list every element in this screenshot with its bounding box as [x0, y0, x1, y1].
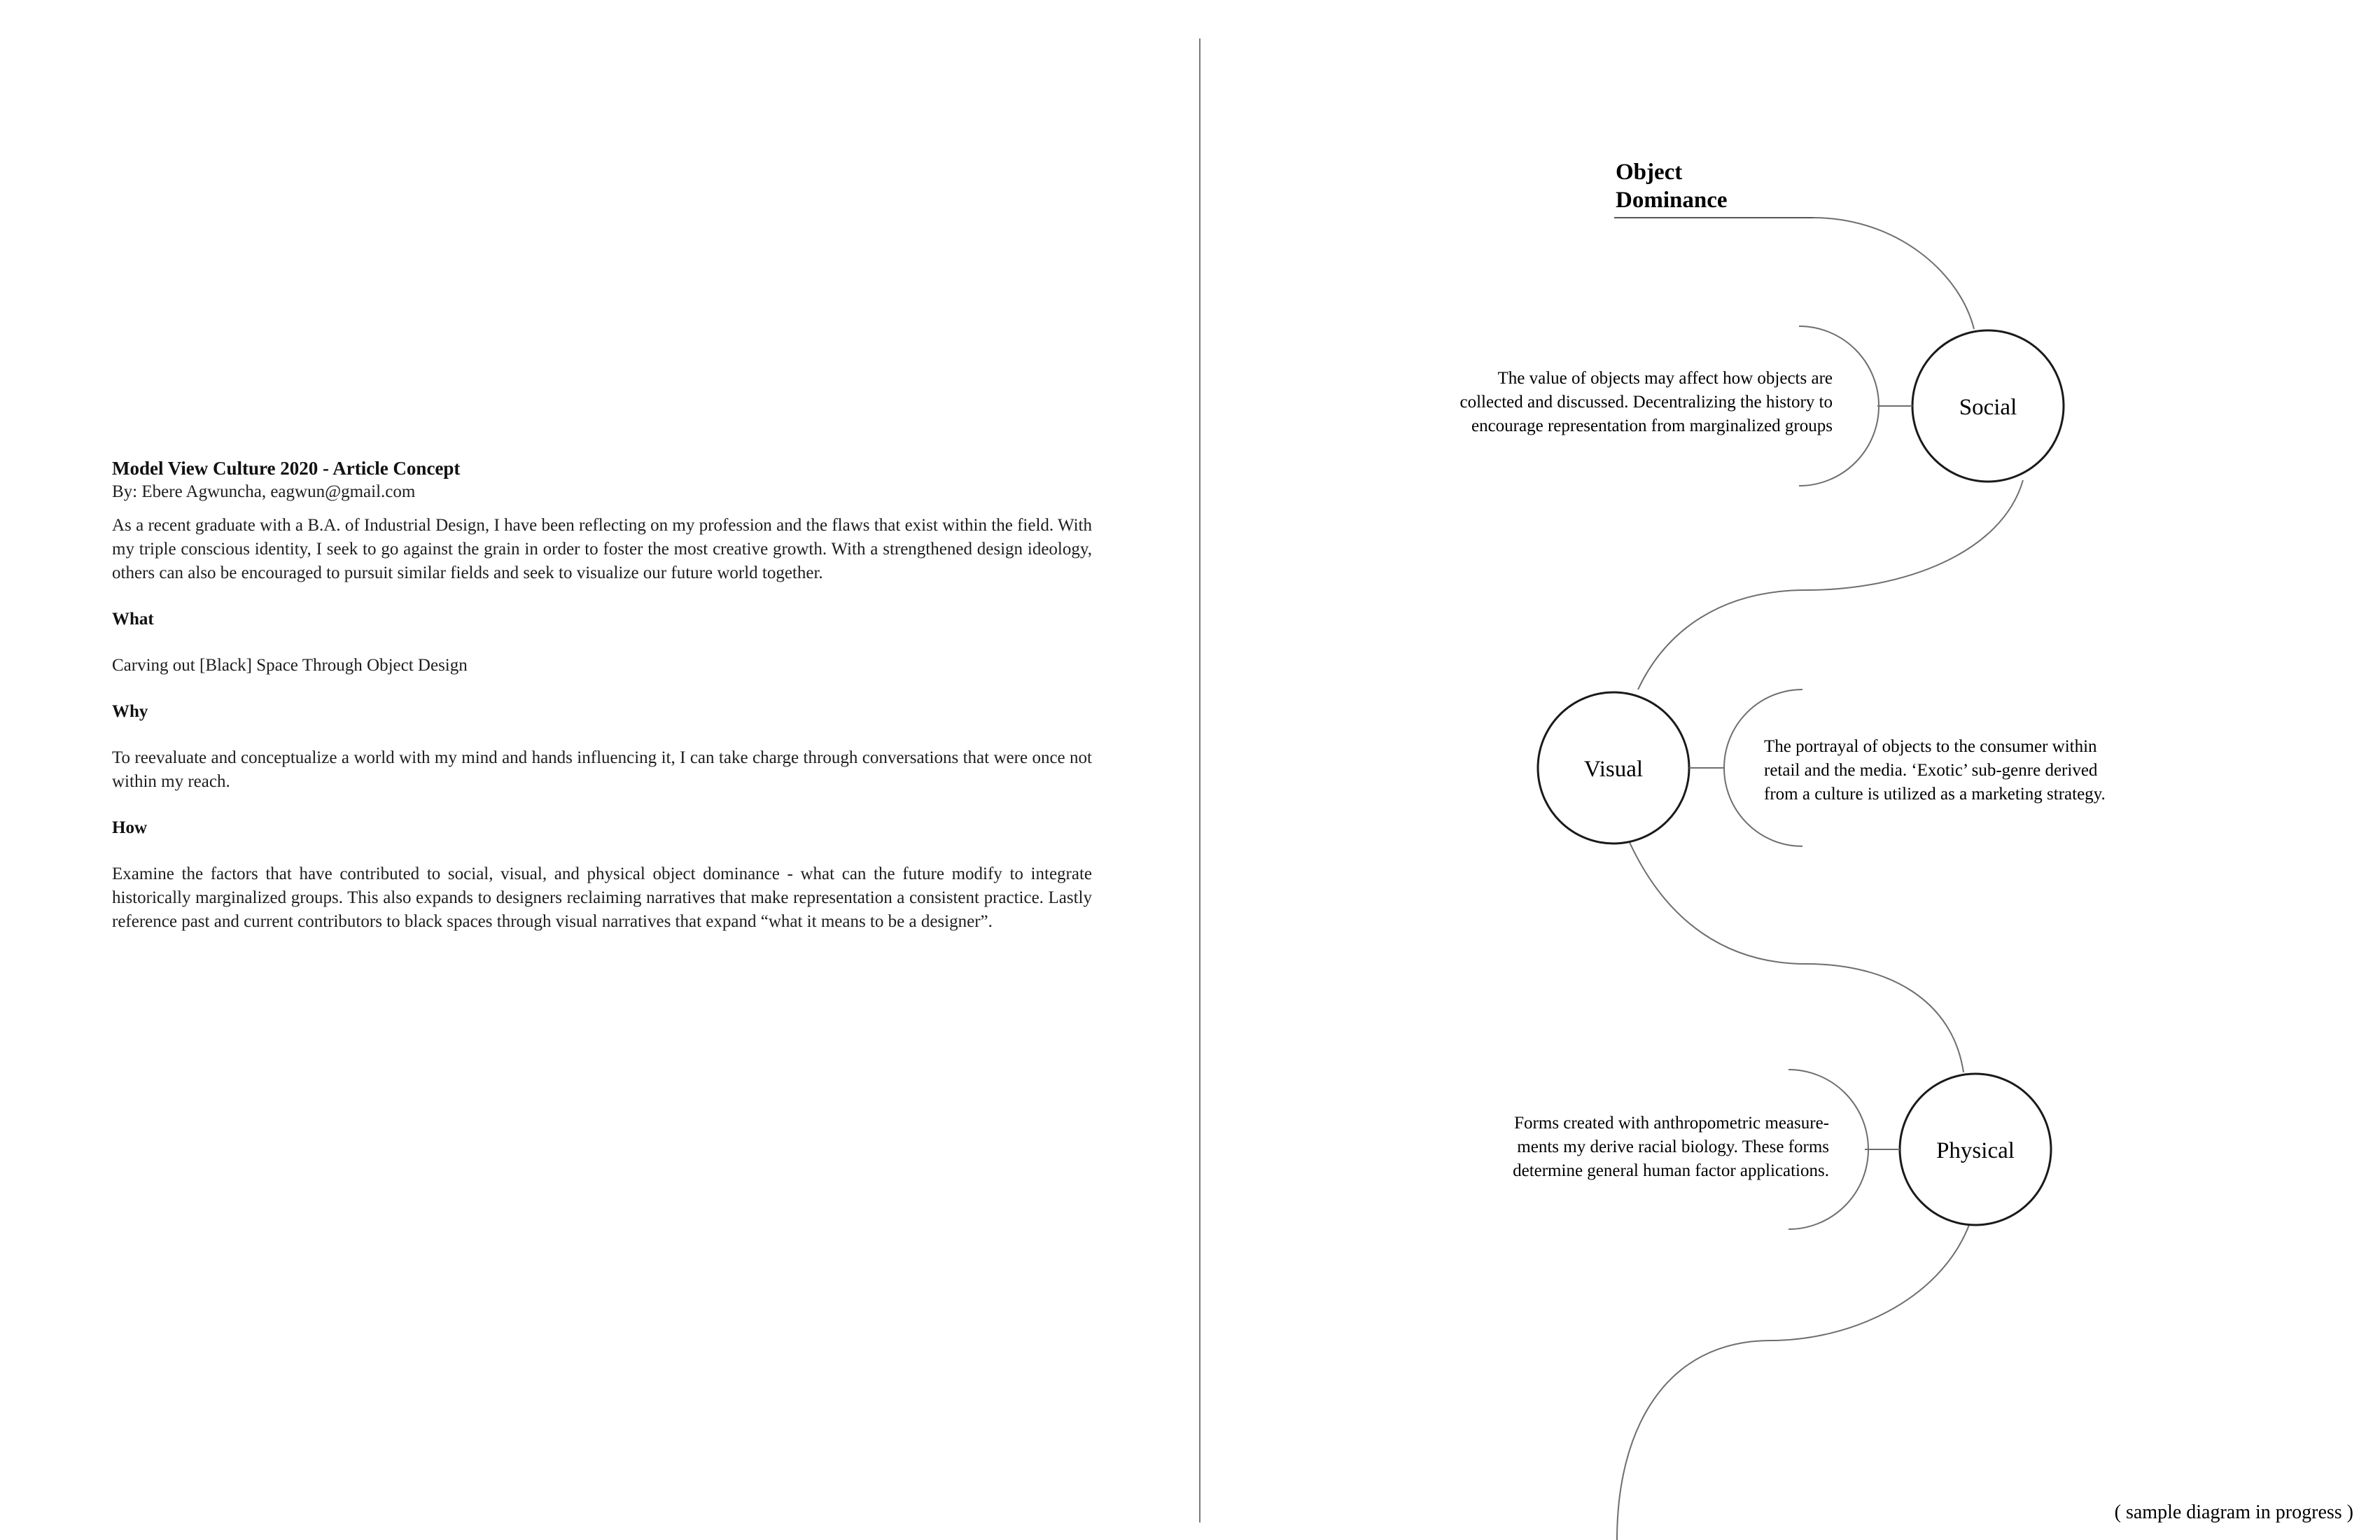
social-desc-line-3: encourage representation from marginalized groups: [1471, 416, 1833, 435]
social-desc-line-1: The value of objects may affect how objects are: [1497, 369, 1833, 388]
visual-node-label: Visual: [1583, 757, 1644, 782]
section-heading-why: Why: [112, 702, 148, 721]
article-title: Model View Culture 2020 - Article Concept: [112, 458, 461, 479]
flow-curve-social-visual: [1638, 480, 2023, 690]
section-text-what: Carving out [Black] Space Through Object Design: [112, 656, 468, 675]
social-node-label: Social: [1959, 395, 2017, 420]
flow-curve-bottom: [1617, 1225, 1969, 1540]
physical-desc-line-2: ments my derive racial biology. These forms: [1517, 1138, 1829, 1156]
section-text-why: To reevaluate and conceptualize a world with my mind and hands influencing it, I can take charge through conversations that were once not within my reach.: [112, 748, 1092, 791]
physical-desc-line-1: Forms created with anthropometric measure-: [1514, 1114, 1829, 1133]
diagram-footer-note: ( sample diagram in progress ): [2114, 1502, 2353, 1523]
physical-node-label: Physical: [1936, 1138, 2015, 1163]
visual-desc-line-3: from a culture is utilized as a marketing strategy.: [1764, 785, 2106, 804]
article-intro: As a recent graduate with a B.A. of Industrial Design, I have been reflecting on my profession and the flaws that exist within the field. With my triple conscious identity, I seek to go against the grain in order to foster the most creative growth. With a strengthened design ideology, others can also be encouraged to pursuit similar fields and seek to visualize our future world together.: [112, 516, 1092, 582]
section-text-how: Examine the factors that have contributed to social, visual, and physical object dominance - what can the future modify to integrate historically marginalized groups. This also expands to designers reclaiming narratives that make representation a consistent practice. Lastly reference past and current contributors to black spaces through visual narratives that expand “what it means to be a designer”.: [112, 864, 1092, 931]
article-byline: By: Ebere Agwuncha, eagwun@gmail.com: [112, 482, 416, 501]
diagram-title-line2: Dominance: [1616, 188, 1728, 213]
flow-curve-top: [1813, 218, 1974, 329]
section-heading-how: How: [112, 818, 147, 837]
visual-desc-line-1: The portrayal of objects to the consumer within: [1764, 737, 2097, 756]
diagram-title-line1: Object: [1616, 160, 1683, 185]
physical-desc-line-3: determine general human factor applications.: [1513, 1161, 1829, 1180]
visual-desc-line-2: retail and the media. ‘Exotic’ sub-genre derived: [1764, 761, 2098, 780]
social-desc-line-2: collected and discussed. Decentralizing the history to: [1460, 393, 1833, 412]
flow-curve-visual-physical: [1628, 838, 1963, 1072]
section-heading-what: What: [112, 610, 154, 629]
